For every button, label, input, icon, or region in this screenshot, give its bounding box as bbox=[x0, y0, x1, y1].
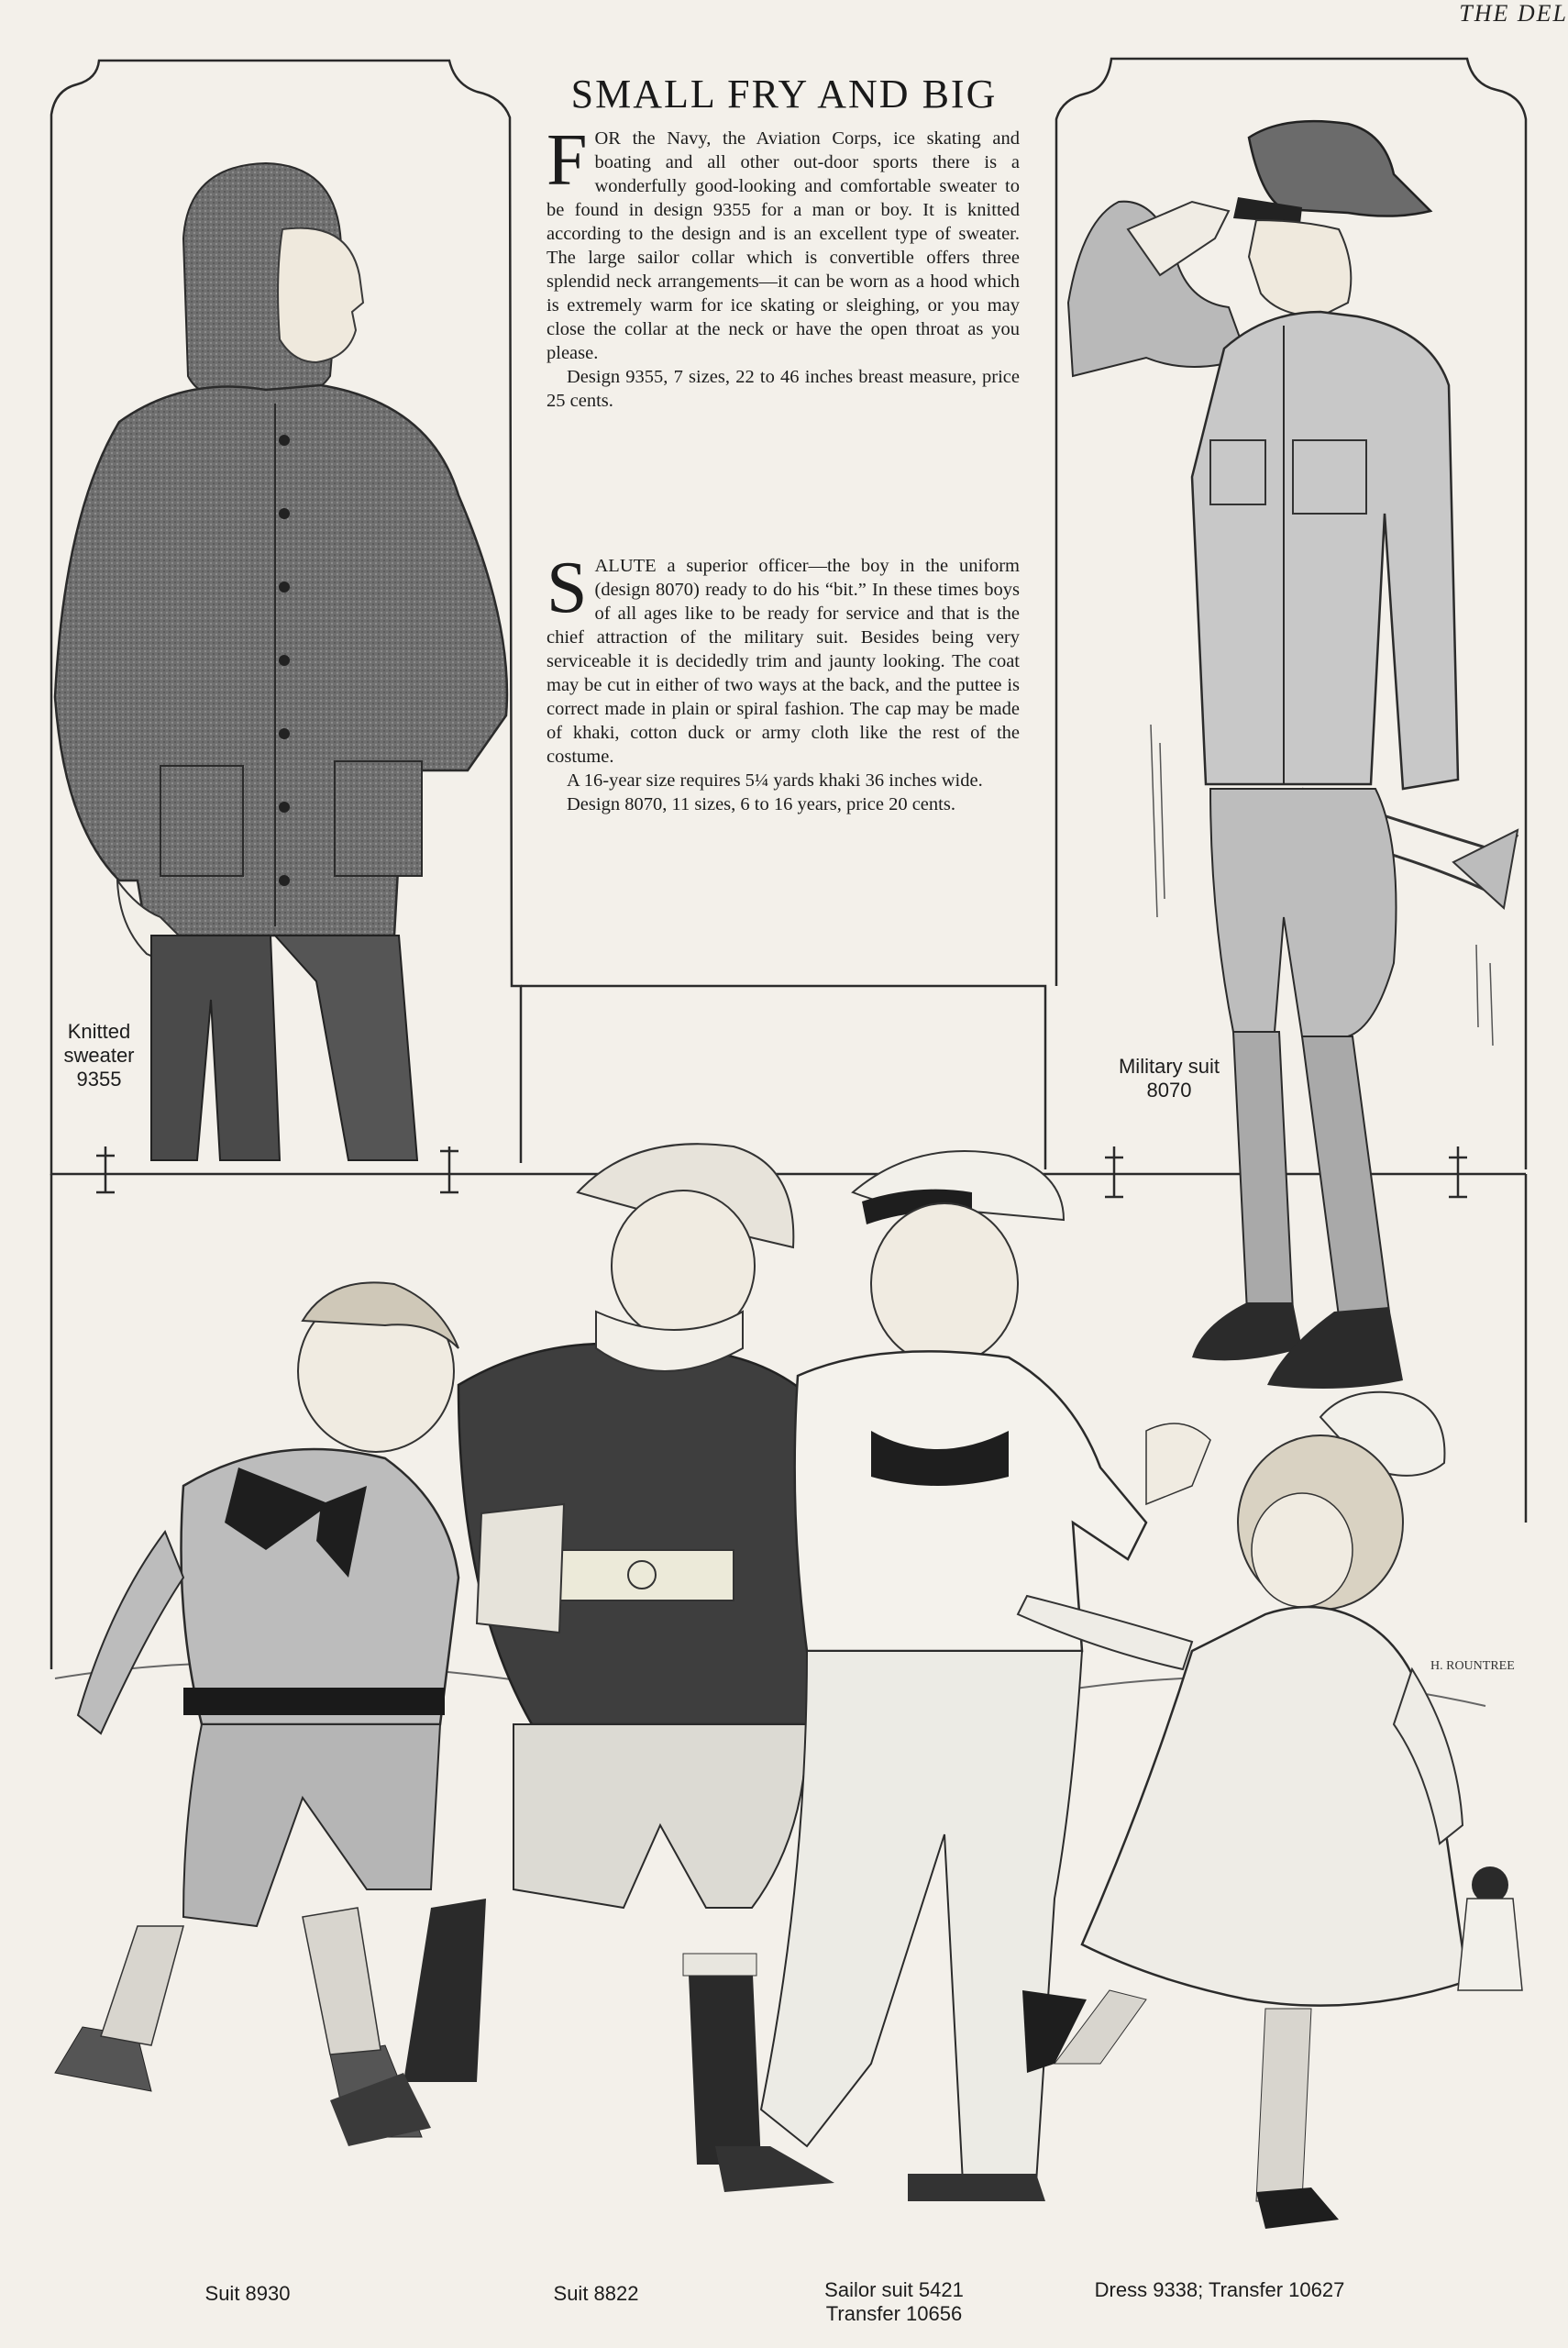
page-title: SMALL FRY AND BIG bbox=[570, 72, 998, 117]
military-suit-figure bbox=[1068, 121, 1518, 1389]
caption-line: Transfer 10656 bbox=[825, 2302, 963, 2325]
design-details: Design 8070, 11 sizes, 6 to 16 years, price 20 cents. bbox=[567, 794, 955, 814]
caption-line: Sailor suit 5421 bbox=[824, 2278, 964, 2301]
caption-line: Knitted bbox=[67, 1020, 131, 1043]
caption-line: 9355 bbox=[76, 1068, 122, 1091]
article-body: OR the Navy, the Aviation Corps, ice skating and boating and all other out-door sports there is a wonderfully good-looking and comfortable sweater to be found in design 9355 for a man or boy. It is knitted according to the design and is an excellent type of sweater. The large sailor collar which is convertible offers three splendid neck arrangements—it can be worn as a hood which is extremely warm for ice skating or sleighing, or you may close the collar at the neck or have the open throat as you please. bbox=[547, 128, 1020, 363]
caption-knitted-sweater bbox=[44, 1020, 154, 1091]
military-article bbox=[547, 548, 1020, 816]
drop-cap: F bbox=[547, 120, 588, 201]
knitted-sweater-figure bbox=[55, 163, 507, 1160]
caption-line: sweater bbox=[63, 1044, 135, 1067]
yardage-details: A 16-year size requires 5¼ yards khaki 36 inches wide. bbox=[567, 770, 983, 791]
caption-sailor-suit bbox=[789, 2278, 999, 2326]
caption-line: Military suit bbox=[1118, 1055, 1220, 1078]
caption-military-suit bbox=[1082, 1055, 1256, 1102]
design-details: Design 9355, 7 sizes, 22 to 46 inches breast measure, price 25 cents. bbox=[547, 367, 1020, 411]
caption-line: Suit 8822 bbox=[553, 2282, 639, 2305]
drop-cap: S bbox=[547, 548, 588, 628]
sweater-article bbox=[547, 120, 1020, 413]
caption-suit-8822 bbox=[513, 2282, 679, 2306]
caption-suit-8930 bbox=[165, 2282, 330, 2306]
suit-8930-figure bbox=[55, 1282, 458, 2137]
article-body: ALUTE a superior officer—the boy in the uniform (design 8070) ready to do his “bit.” In these times boys of all ages like to be ready for service and that is the chief attraction of the military suit. Besides being very serviceable it is decidedly trim and jaunty looking. The coat may be cut in either of two ways at the back, and the puttee is correct made in plain or spiral fashion. The cap may be made of khaki, cotton duck or army cloth like the rest of the costume. bbox=[547, 556, 1020, 767]
caption-line: Dress 9338; Transfer 10627 bbox=[1094, 2278, 1345, 2301]
caption-dress bbox=[1045, 2278, 1394, 2302]
running-head: THE DEL bbox=[1459, 0, 1568, 27]
caption-line: 8070 bbox=[1146, 1079, 1192, 1102]
sailor-suit-figure bbox=[761, 1151, 1210, 2201]
artist-signature: H. ROUNTREE bbox=[1430, 1659, 1515, 1673]
caption-line: Suit 8930 bbox=[204, 2282, 291, 2305]
